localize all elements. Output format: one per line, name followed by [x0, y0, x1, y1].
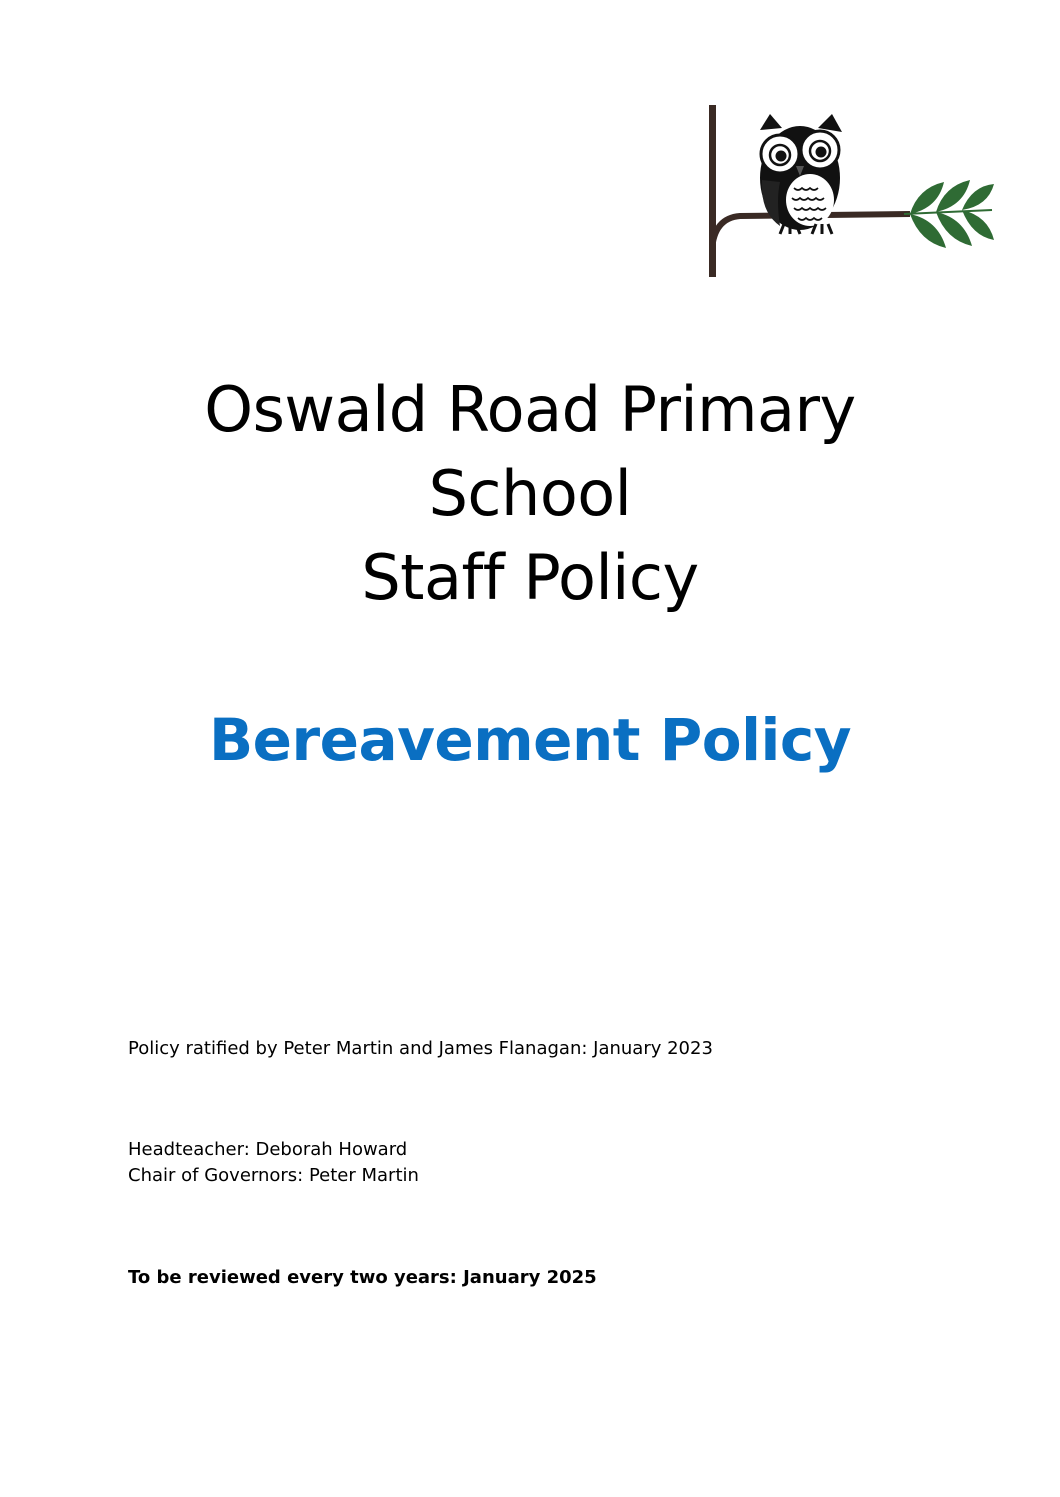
chair-of-governors-line: Chair of Governors: Peter Martin	[128, 1165, 419, 1186]
school-name-line-1: Oswald Road Primary	[204, 373, 856, 446]
policy-title: Bereavement Policy	[208, 706, 852, 774]
school-title	[0, 368, 1060, 620]
owl-on-branch-icon	[700, 100, 1000, 282]
staff-policy-line: Staff Policy	[361, 541, 699, 614]
signatories	[128, 1137, 419, 1189]
headteacher-line: Headteacher: Deborah Howard	[128, 1139, 408, 1160]
ratified-statement: Policy ratified by Peter Martin and James Flanagan: January 2023	[128, 1038, 713, 1059]
review-statement: To be reviewed every two years: January 2025	[128, 1267, 597, 1288]
school-name-line-2: School	[428, 457, 632, 530]
